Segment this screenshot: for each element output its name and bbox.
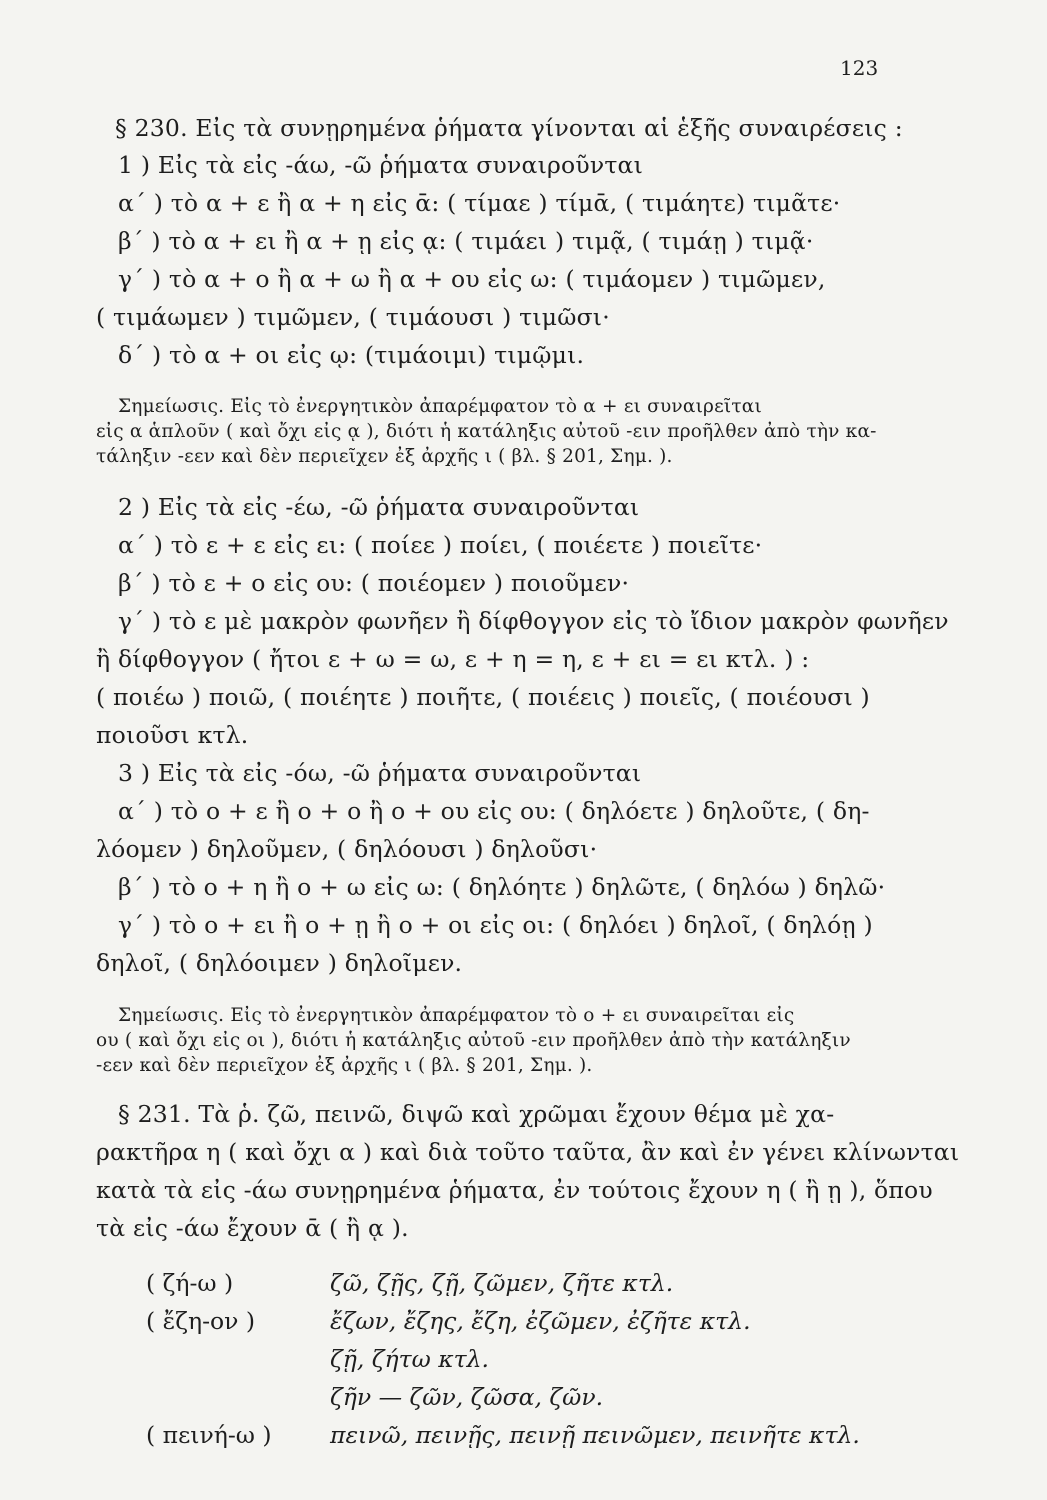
text-line: λόομεν ) δηλοῦμεν, ( δηλόουσι ) δηλοῦσι· [96, 835, 598, 863]
text-line: γ΄ ) τὸ ε μὲ μακρὸν φωνῆεν ἢ δίφθογγον εἰς τὸ ἴδιον μακρὸν φωνῆεν [118, 607, 949, 635]
text-line: 2 ) Εἰς τὰ εἰς -έω, -ῶ ῥήματα συναιροῦνται [118, 493, 640, 521]
note-line: τάληξιν -εεν καὶ δὲν περιεῖχεν ἐξ ἀρχῆς ι ( βλ. § 201, Σημ. ). [96, 446, 673, 467]
text-line: β΄ ) τὸ ο + η ἢ ο + ω εἰς ω: ( δηλόητε ) δηλῶτε, ( δηλόω ) δηλῶ· [118, 873, 886, 901]
text-line: γ΄ ) τὸ α + ο ἢ α + ω ἢ α + ου εἰς ω: ( τιμάομεν ) τιμῶμεν, [118, 265, 826, 293]
paradigm-stem: ( ἔζη-ον ) [146, 1307, 256, 1335]
text-line: ρακτῆρα η ( καὶ ὄχι α ) καὶ διὰ τοῦτο ταῦτα, ἂν καὶ ἐν γένει κλίνωνται [96, 1138, 960, 1166]
text-line: γ΄ ) τὸ ο + ει ἢ ο + ῃ ἢ ο + οι εἰς οι: ( δηλόει ) δηλοῖ, ( δηλόῃ ) [118, 911, 873, 939]
text-line: ( ποιέω ) ποιῶ, ( ποιέητε ) ποιῆτε, ( ποιέεις ) ποιεῖς, ( ποιέουσι ) [96, 683, 870, 711]
note-line: Σημείωσις. Εἰς τὸ ἐνεργητικὸν ἀπαρέμφατον τὸ ο + ει συναιρεῖται εἰς [118, 1005, 795, 1026]
paradigm-stem: ( πεινή-ω ) [146, 1421, 272, 1449]
text-line: α΄ ) τὸ ε + ε εἰς ει: ( ποίεε ) ποίει, ( ποιέετε ) ποιεῖτε· [118, 531, 763, 559]
text-line: α΄ ) τὸ α + ε ἢ α + η εἰς ᾱ: ( τίμαε ) τίμᾱ, ( τιμάητε) τιμᾶτε· [118, 189, 841, 217]
text-line: 3 ) Εἰς τὰ εἰς -όω, -ῶ ῥήματα συναιροῦνται [118, 759, 642, 787]
paradigm-forms: ζῆν — ζῶν, ζῶσα, ζῶν. [330, 1383, 604, 1411]
text-line: ποιοῦσι κτλ. [96, 721, 249, 749]
paradigm-forms: πεινῶ, πεινῇς, πεινῇ πεινῶμεν, πεινῆτε κτλ. [330, 1421, 860, 1449]
paradigm-forms: ζῇ, ζήτω κτλ. [330, 1345, 489, 1373]
text-line: § 230. Εἰς τὰ συνῃρημένα ῥήματα γίνονται αἱ ἑξῆς συναιρέσεις : [115, 114, 903, 142]
text-line: τὰ εἰς -άω ἔχουν ᾱ ( ἢ ᾳ ). [96, 1214, 409, 1242]
text-line: β΄ ) τὸ ε + ο εἰς ου: ( ποιέομεν ) ποιοῦμεν· [118, 569, 630, 597]
text-line: κατὰ τὰ εἰς -άω συνῃρημένα ῥήματα, ἐν τούτοις ἔχουν η ( ἢ ῃ ), ὅπου [96, 1176, 933, 1204]
text-line: δηλοῖ, ( δηλόοιμεν ) δηλοῖμεν. [96, 949, 463, 977]
note-line: -εεν καὶ δὲν περιεῖχον ἐξ ἀρχῆς ι ( βλ. § 201, Σημ. ). [96, 1055, 593, 1076]
note-line: εἰς α ἁπλοῦν ( καὶ ὄχι εἰς ᾳ ), διότι ἡ κατάληξις αὐτοῦ -ειν προῆλθεν ἀπὸ τὴν κα- [96, 421, 877, 442]
paradigm-forms: ζῶ, ζῇς, ζῇ, ζῶμεν, ζῆτε κτλ. [330, 1269, 674, 1297]
text-line: δ΄ ) τὸ α + οι εἰς ῳ: (τιμάοιμι) τιμῷμι. [118, 341, 585, 369]
text-line: α΄ ) τὸ ο + ε ἢ ο + ο ἢ ο + ου εἰς ου: ( δηλόετε ) δηλοῦτε, ( δη- [118, 797, 870, 825]
text-line: 1 ) Εἰς τὰ εἰς -άω, -ῶ ῥήματα συναιροῦνται [118, 151, 643, 179]
note-line: Σημείωσις. Εἰς τὸ ἐνεργητικὸν ἀπαρέμφατον τὸ α + ει συναιρεῖται [118, 396, 762, 417]
paradigm-forms: ἔζων, ἔζης, ἔζη, ἐζῶμεν, ἐζῆτε κτλ. [330, 1307, 751, 1335]
text-line: § 231. Τὰ ῥ. ζῶ, πεινῶ, διψῶ καὶ χρῶμαι ἔχουν θέμα μὲ χα- [118, 1100, 835, 1128]
text-line: β΄ ) τὸ α + ει ἢ α + ῃ εἰς ᾳ: ( τιμάει ) τιμᾷ, ( τιμάῃ ) τιμᾷ· [118, 227, 814, 255]
text-line: ἢ δίφθογγον ( ἤτοι ε + ω = ω, ε + η = η, ε + ει = ει κτλ. ) : [96, 645, 810, 673]
paradigm-stem: ( ζή-ω ) [146, 1269, 234, 1297]
page-number: 123 [840, 56, 879, 80]
text-line: ( τιμάωμεν ) τιμῶμεν, ( τιμάουσι ) τιμῶσι· [96, 303, 610, 331]
note-line: ου ( καὶ ὄχι εἰς οι ), διότι ἡ κατάληξις αὐτοῦ -ειν προῆλθεν ἀπὸ τὴν κατάληξιν [96, 1030, 851, 1051]
